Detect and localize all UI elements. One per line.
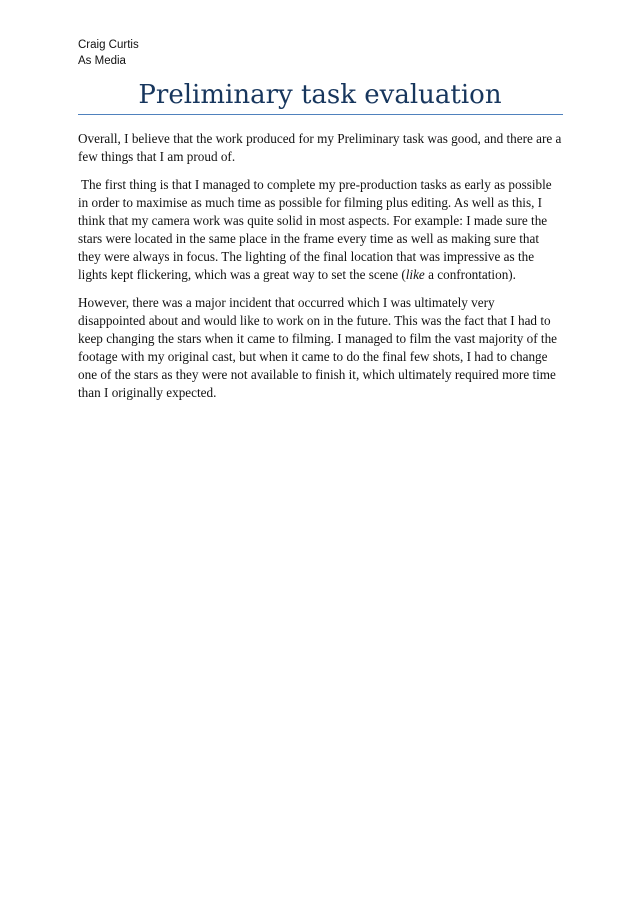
paragraph-2-text-a: The first thing is that I managed to complete my pre-production tasks as early as possible in order to maximise as much time as possible for filming plus editing. As well as this, I think that my camera work was quite solid in most aspects. For example: I made sure the stars were located in the same place in the frame every time as well as making sure that they were always in focus. The lighting of the final location that was impressive as the lights kept flickering, which was a great way to set the scene (	[78, 177, 552, 282]
page-title: Preliminary task evaluation	[138, 80, 502, 110]
paragraph-2-text-b: a confrontation).	[424, 267, 516, 282]
title-underline	[78, 114, 563, 115]
document-body	[78, 130, 562, 412]
paragraph-2-italic-word: like	[405, 267, 425, 282]
course-name: As Media	[78, 55, 126, 67]
paragraph-1: Overall, I believe that the work produced for my Preliminary task was good, and there are a few things that I am proud of.	[78, 131, 562, 164]
header-block	[78, 37, 139, 69]
paragraph-3: However, there was a major incident that occurred which I was ultimately very disappointed about and would like to work on in the future. This was the fact that I had to keep changing the stars when it came to filming. I managed to film the vast majority of the footage with my original cast, but when it came to do the final few shots, I had to change one of the stars as they were not available to finish it, which ultimately required more time than I originally expected.	[78, 295, 558, 400]
paragraph-2	[78, 176, 562, 284]
author-name: Craig Curtis	[78, 39, 139, 51]
